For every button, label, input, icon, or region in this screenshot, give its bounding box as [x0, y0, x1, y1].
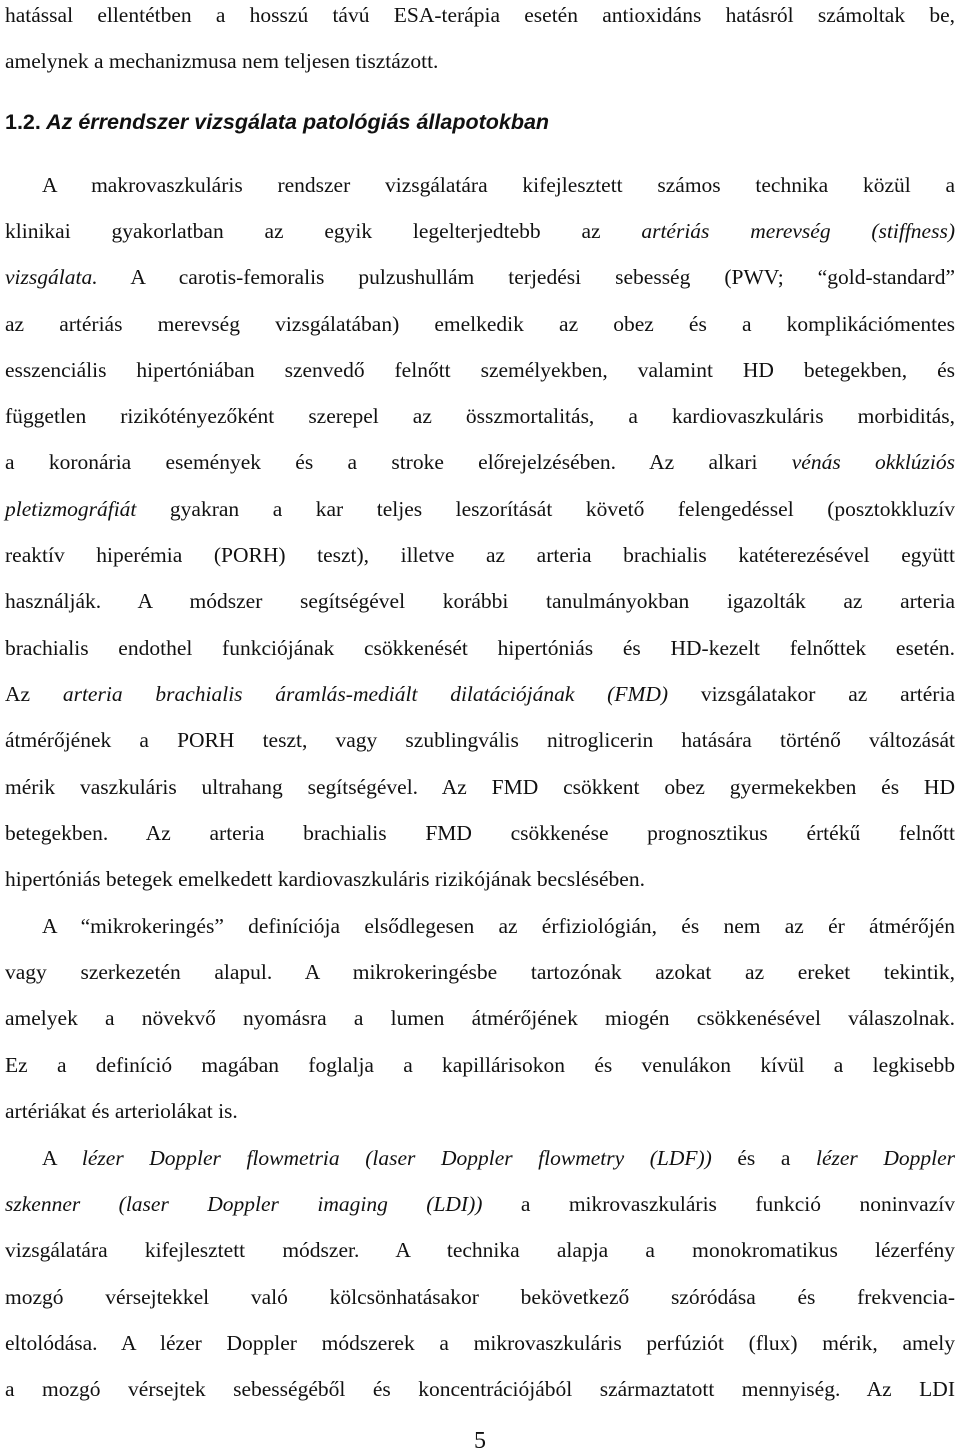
paragraph-line: eltolódása. A lézer Doppler módszerek a mikrovaszkuláris perfúziót (flux) mérik, amely — [5, 1331, 955, 1355]
paragraph-line: betegekben. Az arteria brachialis FMD csökkenése prognosztikus értékű felnőtt — [5, 821, 955, 845]
paragraph-line: artériákat és arteriolákat is. — [5, 1099, 238, 1123]
paragraph-line: vagy szerkezetén alapul. A mikrokeringésbe tartozónak azokat az ereket tekintik, — [5, 960, 955, 984]
paragraph-line — [5, 1189, 955, 1219]
document-page — [5, 0, 955, 1455]
paragraph-line — [5, 494, 955, 524]
text-run: a mikrovaszkuláris funkció noninvazív — [482, 1192, 955, 1216]
emphasis-text: lézer Doppler — [815, 1146, 956, 1170]
section-number: 1.2. — [5, 110, 41, 134]
paragraph-line: hipertóniás betegek emelkedett kardiovaszkuláris rizikójának becslésében. — [5, 867, 645, 891]
emphasis-text: lézer Doppler flowmetria (laser Doppler flowmetry (LDF)) — [81, 1146, 712, 1170]
paragraph-line: a mozgó vérsejtek sebességéből és koncentrációjából származtatott mennyiség. Az LDI — [5, 1377, 955, 1401]
text-run: Az — [5, 682, 63, 706]
paragraph-line: mérik vaszkuláris ultrahang segítségével. Az FMD csökkent obez gyermekekben és HD — [5, 775, 955, 799]
section-title: Az érrendszer vizsgálata patológiás állapotokban — [46, 110, 550, 134]
text-run: A — [42, 1146, 82, 1170]
text-run: a koronária események és a stroke előrejelzésében. Az alkari — [5, 450, 792, 474]
paragraph-line: mozgó vérsejtekkel való kölcsönhatásakor bekövetkező szóródása és frekvencia- — [5, 1285, 955, 1309]
text-run: A carotis-femoralis pulzushullám terjedési sebesség (PWV; “gold-standard” — [97, 265, 955, 289]
page-number: 5 — [474, 1428, 486, 1454]
paragraph-line: brachialis endothel funkciójának csökkenését hipertóniás és HD-kezelt felnőttek esetén. — [5, 636, 955, 660]
section-heading — [5, 107, 955, 137]
text-line: amelynek a mechanizmusa nem teljesen tisztázott. — [5, 49, 439, 73]
emphasis-text: artériás merevség (stiffness) — [641, 219, 955, 243]
paragraph-line — [5, 679, 955, 709]
paragraph-line: A “mikrokeringés” definíciója elsődlegesen az érfiziológián, és nem az ér átmérőjén — [42, 914, 955, 938]
emphasis-text: vizsgálata. — [5, 265, 98, 289]
paragraph-line — [5, 447, 955, 477]
paragraph-line — [5, 1143, 955, 1173]
text-run: vizsgálatakor az artéria — [668, 682, 955, 706]
paragraph-line: amelyek a növekvő nyomásra a lumen átmérőjének miogén csökkenésével válaszolnak. — [5, 1006, 955, 1030]
paragraph-line: átmérőjének a PORH teszt, vagy szublingvális nitroglicerin hatására történő változását — [5, 728, 955, 752]
paragraph-line — [5, 262, 955, 292]
paragraph-line: Ez a definíció magában foglalja a kapillárisokon és venulákon kívül a legkisebb — [5, 1053, 955, 1077]
text-run: gyakran a kar teljes leszorítását követő felengedéssel (posztokkluzív — [136, 497, 955, 521]
paragraph-line: vizsgálatára kifejlesztett módszer. A technika alapja a monokromatikus lézerfény — [5, 1238, 955, 1262]
paragraph-line — [5, 216, 955, 246]
text-run: klinikai gyakorlatban az egyik legelterjedtebb az — [5, 219, 642, 243]
paragraph-line: esszenciális hipertóniában szenvedő felnőtt személyekben, valamint HD betegekben, és — [5, 358, 955, 382]
paragraph-line: reaktív hiperémia (PORH) teszt), illetve az arteria brachialis katéterezésével együtt — [5, 543, 955, 567]
paragraph-line: használják. A módszer segítségével korábbi tanulmányokban igazolták az arteria — [5, 589, 955, 613]
emphasis-text: pletizmográfiát — [5, 497, 137, 521]
paragraph-line: független rizikótényezőként szerepel az összmortalitás, a kardiovaszkuláris morbiditás, — [5, 404, 955, 428]
emphasis-text: arteria brachialis áramlás-mediált dilatációjának (FMD) — [62, 682, 669, 706]
emphasis-text: vénás okklúziós — [791, 450, 956, 474]
text-run: és a — [711, 1146, 816, 1170]
emphasis-text: szkenner (laser Doppler imaging (LDI)) — [5, 1192, 483, 1216]
paragraph-line: az artériás merevség vizsgálatában) emelkedik az obez és a komplikációmentes — [5, 312, 955, 336]
text-line: hatással ellentétben a hosszú távú ESA-terápia esetén antioxidáns hatásról számoltak be, — [5, 3, 955, 27]
paragraph-line: A makrovaszkuláris rendszer vizsgálatára kifejlesztett számos technika közül a — [42, 173, 955, 197]
